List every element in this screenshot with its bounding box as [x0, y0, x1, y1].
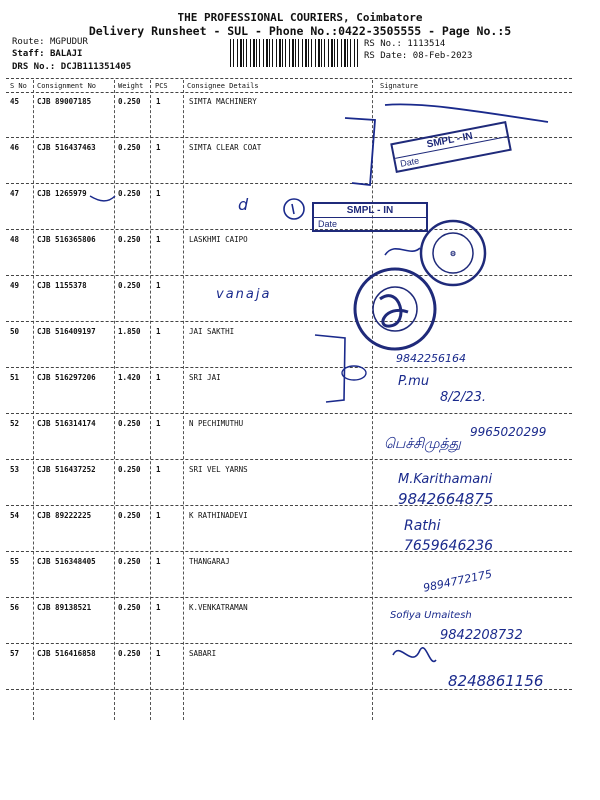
- pcs-cell: 1: [156, 419, 161, 428]
- weight-cell: 0.250: [118, 603, 141, 612]
- handwritten-phone: 9894772175: [422, 567, 494, 595]
- pcs-cell: 1: [156, 97, 161, 106]
- smpl-stamp-title: SMPL - IN: [393, 123, 508, 158]
- row-divider: [6, 321, 572, 322]
- handwritten-phone: 7659646236: [404, 538, 494, 554]
- col-header-sno: S No: [10, 82, 27, 90]
- consignment-no-cell: CJB 516365806: [37, 235, 96, 244]
- col-header-signature: Signature: [380, 82, 418, 90]
- consignment-no-cell: CJB 89222225: [37, 511, 92, 520]
- col-header-weight: Weight: [118, 82, 144, 90]
- consignee-cell: JAI SAKTHI: [189, 327, 235, 336]
- sno-cell: 46: [10, 143, 20, 152]
- consignee-cell: SRI JAI: [189, 373, 221, 382]
- consignee-cell: THANGARAJ: [189, 557, 230, 566]
- staff-label: Staff:: [12, 49, 45, 59]
- pcs-cell: 1: [156, 281, 161, 290]
- col-header-pcs: PCS: [155, 82, 168, 90]
- col-header-consignment: Consignment No: [37, 82, 97, 90]
- weight-cell: 0.250: [118, 419, 141, 428]
- pcs-cell: 1: [156, 189, 161, 198]
- sno-cell: 50: [10, 327, 20, 336]
- weight-cell: 0.250: [118, 281, 141, 290]
- sno-cell: 48: [10, 235, 20, 244]
- handwritten-name: vanaja: [216, 287, 272, 302]
- weight-cell: 0.250: [118, 235, 141, 244]
- pcs-cell: 1: [156, 327, 161, 336]
- barcode-image: [230, 39, 358, 67]
- row-divider: [6, 183, 572, 184]
- pcs-cell: 1: [156, 511, 161, 520]
- rs-date-value: 08-Feb-2023: [412, 51, 473, 61]
- weight-cell: 0.250: [118, 511, 141, 520]
- pcs-cell: 1: [156, 143, 161, 152]
- consignee-cell: K.VENKATRAMAN: [189, 603, 248, 612]
- weight-cell: 1.420: [118, 373, 141, 382]
- weight-cell: 0.250: [118, 557, 141, 566]
- consignee-cell: SRI VEL YARNS: [189, 465, 248, 474]
- consignment-no-cell: CJB 1265979: [37, 189, 87, 198]
- consignment-no-cell: CJB 516348405: [37, 557, 96, 566]
- table-top-rule: [6, 78, 572, 79]
- sno-cell: 52: [10, 419, 20, 428]
- weight-cell: 0.250: [118, 97, 141, 106]
- rs-date-line: [364, 51, 472, 61]
- pcs-cell: 1: [156, 235, 161, 244]
- row-divider: [6, 597, 572, 598]
- sno-cell: 56: [10, 603, 20, 612]
- consignee-cell: SIMTA MACHINERY: [189, 97, 257, 106]
- smpl-stamp-title: SMPL - IN: [314, 204, 426, 218]
- weight-cell: 0.250: [118, 143, 141, 152]
- route-line: [12, 37, 88, 47]
- staff-line: [12, 49, 82, 59]
- smpl-stamp: [312, 202, 428, 232]
- route-label: Route:: [12, 37, 45, 47]
- rs-no-label: RS No.:: [364, 39, 402, 49]
- consignment-no-cell: CJB 516314174: [37, 419, 96, 428]
- vanaja-round-seal: [350, 264, 440, 354]
- consignment-no-cell: CJB 516437252: [37, 465, 96, 474]
- consignment-no-cell: CJB 516297206: [37, 373, 96, 382]
- weight-cell: 0.250: [118, 189, 141, 198]
- drs-label: DRS No.:: [12, 62, 56, 72]
- rs-date-label: RS Date:: [364, 51, 408, 61]
- row-divider: [6, 367, 572, 368]
- handwritten-name: P.mu: [398, 374, 430, 389]
- weight-cell: 0.250: [118, 465, 141, 474]
- sno-cell: 55: [10, 557, 20, 566]
- pcs-cell: 1: [156, 557, 161, 566]
- route-value: MGPUDUR: [49, 37, 88, 47]
- sno-cell: 47: [10, 189, 20, 198]
- consignment-no-cell: CJB 89007185: [37, 97, 92, 106]
- handwritten-name: Rathi: [404, 518, 441, 534]
- sno-cell: 54: [10, 511, 20, 520]
- consignee-cell: K RATHINADEVI: [189, 511, 248, 520]
- runsheet-subtitle: Delivery Runsheet - SUL - Phone No.:0422-3505555 - Page No.:5: [88, 24, 512, 38]
- sno-cell: 53: [10, 465, 20, 474]
- col-header-consignee: Consignee Details: [187, 82, 259, 90]
- rs-no-value: 1113514: [407, 39, 446, 49]
- staff-value: BALAJI: [49, 49, 83, 59]
- handwritten-phone: 9842208732: [440, 628, 523, 643]
- handwritten-name: Sofiya Umaitesh: [390, 610, 472, 621]
- pcs-cell: 1: [156, 465, 161, 474]
- row-divider: [6, 643, 572, 644]
- pcs-cell: 1: [156, 373, 161, 382]
- handwritten-name: M.Karithamani: [398, 472, 493, 487]
- consignment-no-cell: CJB 89138521: [37, 603, 92, 612]
- drs-value: DCJB111351405: [60, 62, 132, 72]
- page-title: THE PROFESSIONAL COURIERS, Coimbatore: [177, 11, 423, 24]
- handwritten-phone: 8248861156: [448, 672, 544, 690]
- sno-cell: 51: [10, 373, 20, 382]
- consignee-cell: SIMTA CLEAR COAT: [189, 143, 262, 152]
- handwritten-date: 8/2/23.: [440, 390, 486, 405]
- consignee-cell: N PECHIMUTHU: [189, 419, 244, 428]
- pcs-cell: 1: [156, 649, 161, 658]
- consignee-cell: SABARI: [189, 649, 217, 658]
- handwritten-mark: d: [238, 195, 249, 214]
- consignee-cell: LASKHMI CAIPO: [189, 235, 248, 244]
- sno-cell: 57: [10, 649, 20, 658]
- handwritten-phone: 9842664875: [398, 490, 494, 508]
- row-divider: [6, 459, 572, 460]
- sno-cell: 45: [10, 97, 20, 106]
- weight-cell: 0.250: [118, 649, 141, 658]
- consignment-no-cell: CJB 1155378: [37, 281, 87, 290]
- handwritten-phone: 9965020299: [470, 425, 547, 439]
- consignment-no-cell: CJB 516409197: [37, 327, 96, 336]
- handwritten-phone: 9842256164: [396, 352, 466, 365]
- rs-no-line: [364, 39, 445, 49]
- consignment-no-cell: CJB 516437463: [37, 143, 96, 152]
- handwritten-name: பெச்சிமுத்து: [384, 436, 461, 452]
- row-divider: [6, 413, 572, 414]
- pcs-cell: 1: [156, 603, 161, 612]
- svg-text:⚙: ⚙: [449, 251, 457, 258]
- weight-cell: 1.850: [118, 327, 141, 336]
- table-header-rule: [6, 92, 572, 93]
- consignment-no-cell: CJB 516416858: [37, 649, 96, 658]
- smpl-stamp-date-label: Date: [318, 219, 338, 229]
- sno-cell: 49: [10, 281, 20, 290]
- smpl-stamp-date-label: Date: [399, 155, 420, 169]
- drs-line: [12, 62, 131, 72]
